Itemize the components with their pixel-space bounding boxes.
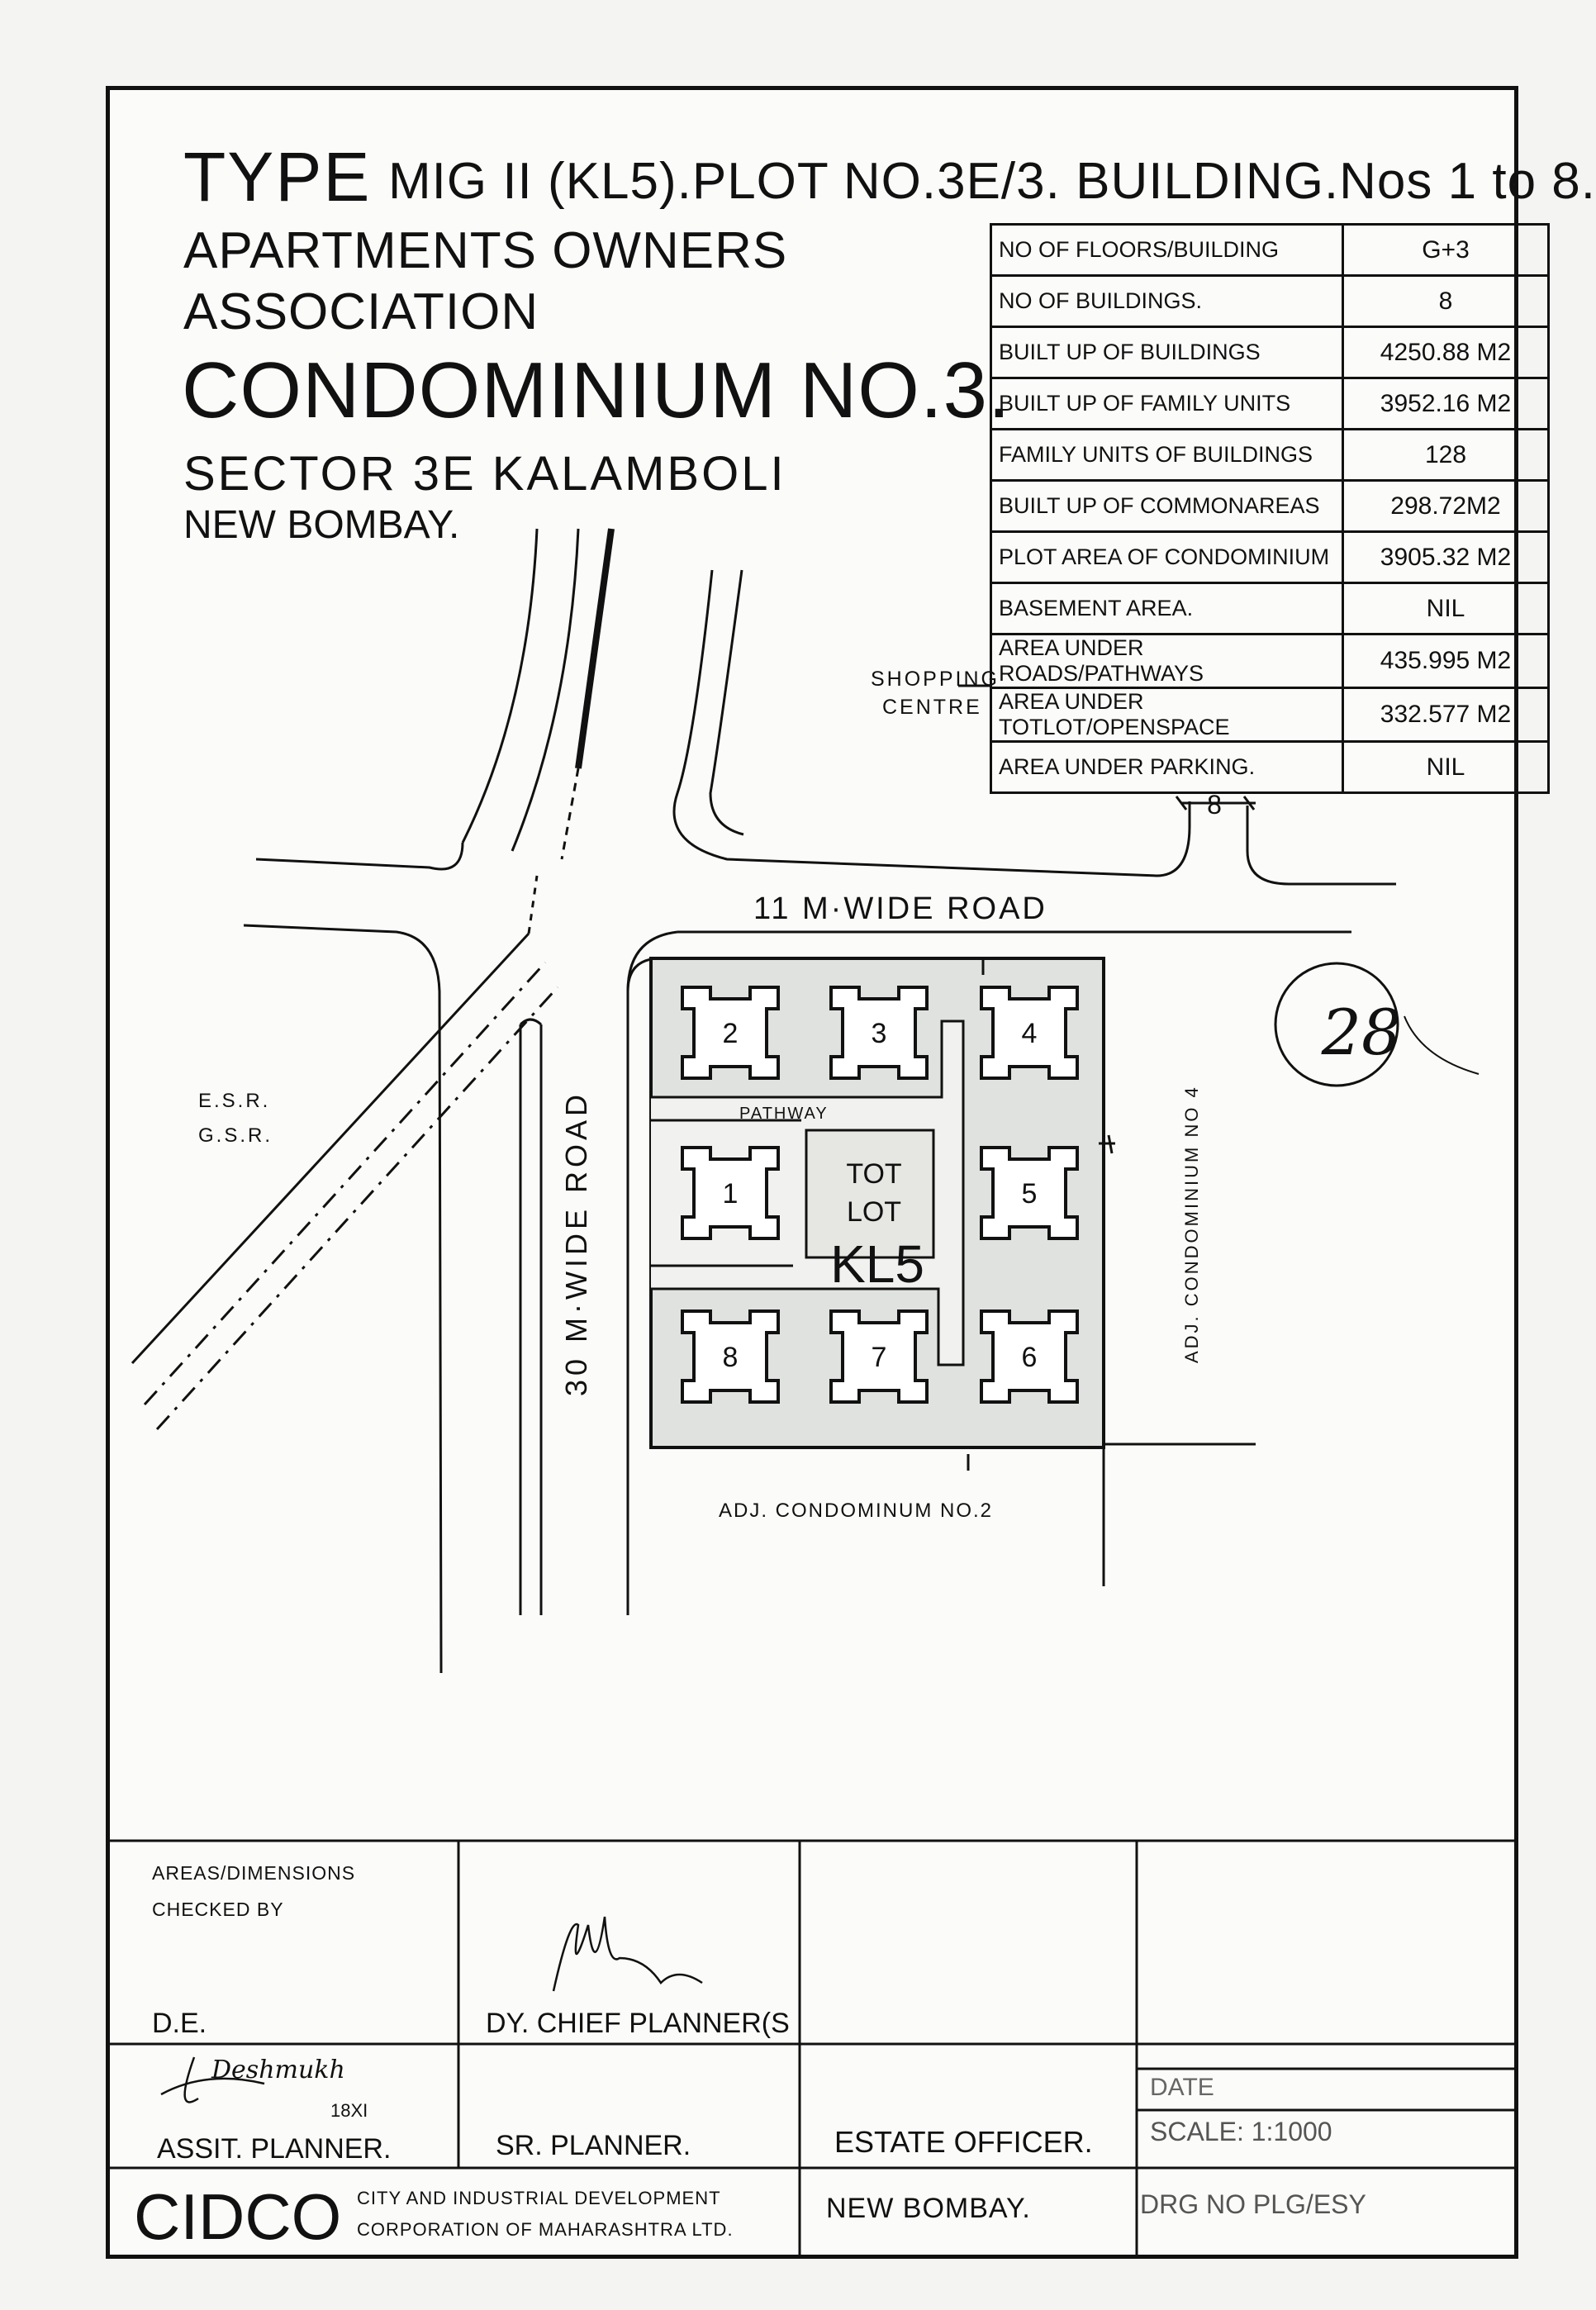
checked-by-label: CHECKED BY: [152, 1899, 284, 1920]
title-sector: SECTOR 3E KALAMBOLI: [183, 447, 786, 501]
date-label: DATE: [1150, 2074, 1214, 2101]
building-number: 7: [871, 1342, 887, 1373]
stats-value: NIL: [1343, 742, 1549, 793]
cidco-full-name-2: CORPORATION OF MAHARASHTRA LTD.: [357, 2219, 734, 2240]
lot-label: LOT: [846, 1196, 902, 1228]
de-label: D.E.: [152, 2008, 207, 2039]
areas-checked-label: AREAS/DIMENSIONS: [152, 1862, 356, 1884]
road-edge: [529, 876, 537, 934]
stats-label: BUILT UP OF FAMILY UNITS: [991, 378, 1343, 430]
road-edge: [1247, 806, 1396, 884]
road-edge: [132, 934, 529, 1363]
tot-label: TOT: [846, 1158, 902, 1190]
assit-planner-label: ASSIT. PLANNER.: [157, 2133, 392, 2165]
stats-label: PLOT AREA OF CONDOMINIUM: [991, 532, 1343, 583]
title-plot-building: MIG II (KL5).PLOT NO.3E/3. BUILDING.Nos 1 to 8.: [388, 153, 1596, 210]
stats-label: AREA UNDER TOTLOT/OPENSPACE: [991, 688, 1343, 742]
adj-condominium-2-label: ADJ. CONDOMINUM NO.2: [719, 1500, 994, 1522]
stats-label: AREA UNDER ROADS/PATHWAYS: [991, 635, 1343, 688]
adj-condominium-4-label: ADJ. CONDOMINIUM NO 4: [1181, 1085, 1202, 1363]
stats-label: FAMILY UNITS OF BUILDINGS: [991, 430, 1343, 481]
stats-value: 332.577 M2: [1343, 688, 1549, 742]
building-number: 1: [722, 1178, 739, 1210]
building-number: 8: [722, 1342, 739, 1373]
road-edge: [512, 529, 578, 851]
road-edge: [463, 529, 537, 843]
pathway-label: PATHWAY: [739, 1105, 829, 1123]
sr-planner-label: SR. PLANNER.: [496, 2130, 691, 2161]
title-condominium: CONDOMINIUM NO.3.: [182, 346, 1011, 435]
stats-value: 4250.88 M2: [1343, 327, 1549, 378]
title-association: ASSOCIATION: [183, 283, 539, 340]
stats-value: 3905.32 M2: [1343, 532, 1549, 583]
stats-label: BASEMENT AREA.: [991, 583, 1343, 635]
building-number: 6: [1021, 1342, 1038, 1373]
tick: [1109, 1135, 1112, 1153]
stats-label: NO OF BUILDINGS.: [991, 276, 1343, 327]
road-30m-label: 30 M·WIDE ROAD: [559, 1090, 593, 1396]
esr-label: E.S.R.: [198, 1090, 271, 1112]
kl5-label: KL5: [830, 1234, 924, 1294]
gsr-label: G.S.R.: [198, 1124, 273, 1147]
stats-value: NIL: [1343, 583, 1549, 635]
building-number: 4: [1021, 1018, 1038, 1049]
road-edge: [244, 925, 441, 1673]
stats-value: G+3: [1343, 225, 1549, 276]
stats-value: 3952.16 M2: [1343, 378, 1549, 430]
stats-value: 128: [1343, 430, 1549, 481]
dy-chief-planner-label: DY. CHIEF PLANNER(S: [486, 2008, 790, 2039]
building-number: 2: [722, 1018, 739, 1049]
road-edge: [674, 570, 1190, 876]
annotation-mark: [1404, 1016, 1479, 1074]
building-number: 5: [1021, 1178, 1038, 1210]
road-edge: [710, 570, 743, 834]
road-11m-label: 11 M·WIDE ROAD: [753, 891, 1047, 926]
shopping-centre-label: SHOPPING: [871, 668, 1000, 691]
title-new-bombay: NEW BOMBAY.: [183, 503, 460, 547]
assit-planner-signature: Deshmukh: [211, 2056, 345, 2084]
stats-value: 8: [1343, 276, 1549, 327]
stats-label: NO OF FLOORS/BUILDING: [991, 225, 1343, 276]
stats-value: 435.995 M2: [1343, 635, 1549, 688]
road-edge: [256, 843, 463, 869]
stats-label: AREA UNDER PARKING.: [991, 742, 1343, 793]
median-dashed: [562, 768, 578, 859]
signature-date: 18XI: [330, 2100, 368, 2121]
shopping-centre-label-2: CENTRE: [882, 696, 982, 719]
title-apartments-owners: APARTMENTS OWNERS: [183, 222, 788, 279]
assit-planner-signature-stroke: [185, 2057, 198, 2102]
estate-officer-label: ESTATE OFFICER.: [834, 2125, 1093, 2159]
stats-label: BUILT UP OF BUILDINGS: [991, 327, 1343, 378]
drawing-number: DRG NO PLG/ESY: [1140, 2189, 1366, 2219]
road-centerline: [145, 962, 545, 1405]
title-type: TYPE: [183, 138, 372, 216]
dy-chief-planner-signature: [553, 1917, 702, 1991]
scale-label: SCALE: 1:1000: [1150, 2117, 1332, 2146]
dimension-8-label: 8: [1207, 790, 1222, 820]
stats-value: 298.72M2: [1343, 481, 1549, 532]
stats-label: BUILT UP OF COMMONAREAS: [991, 481, 1343, 532]
median: [578, 529, 611, 768]
cidco-full-name-1: CITY AND INDUSTRIAL DEVELOPMENT: [357, 2188, 721, 2208]
new-bombay-label: NEW BOMBAY.: [826, 2193, 1031, 2224]
building-number: 3: [871, 1018, 887, 1049]
sheet-number: 28: [1321, 996, 1402, 1069]
road-centerline: [157, 987, 558, 1429]
cidco-logo-text: CIDCO: [134, 2180, 342, 2253]
